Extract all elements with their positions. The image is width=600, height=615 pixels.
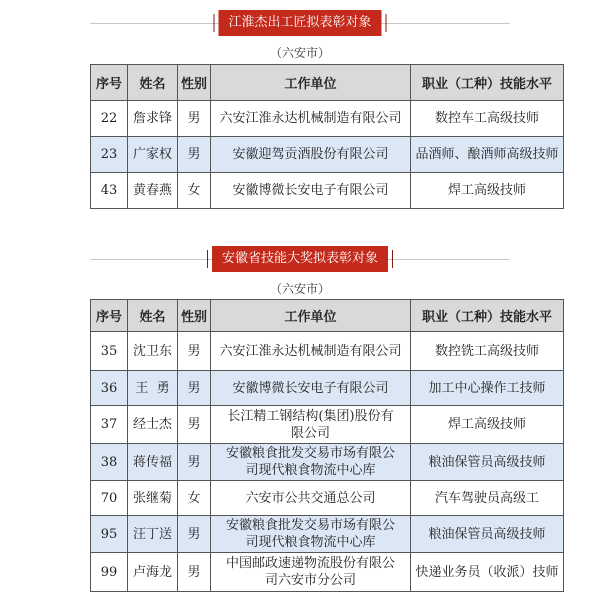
cell-level: 数控铣工高级技师 [411, 332, 564, 371]
header-level: 职业（工种）技能水平 [411, 300, 564, 332]
cell-sex: 男 [178, 371, 211, 406]
cell-unit: 六安江淮永达机械制造有限公司 [211, 101, 411, 137]
cell-sex: 男 [178, 553, 211, 592]
cell-no: 22 [91, 101, 128, 137]
section2-city: （六安市） [269, 282, 330, 296]
cell-sex: 女 [178, 173, 211, 209]
table-row [91, 481, 564, 516]
cell-sex: 女 [178, 481, 211, 516]
header-name: 姓名 [128, 300, 178, 332]
table-row [91, 516, 564, 553]
cell-sex: 男 [178, 406, 211, 444]
table-row [91, 173, 564, 209]
cell-sex: 男 [178, 516, 211, 553]
cell-name: 卢海龙 [128, 553, 178, 592]
cell-name: 詹求锋 [128, 101, 178, 137]
cell-no: 95 [91, 516, 128, 553]
cell-level: 快递业务员（收派）技师 [411, 553, 564, 592]
cell-no: 37 [91, 406, 128, 444]
cell-level: 粮油保管员高级技师 [411, 516, 564, 553]
cell-level: 加工中心操作工技师 [411, 371, 564, 406]
table-row [91, 101, 564, 137]
table-row [91, 406, 564, 444]
table-row [91, 137, 564, 173]
table-row [91, 332, 564, 371]
cell-no: 35 [91, 332, 128, 371]
cell-no: 70 [91, 481, 128, 516]
cell-no: 36 [91, 371, 128, 406]
cell-level: 焊工高级技师 [411, 406, 564, 444]
cell-level: 汽车驾驶员高级工 [411, 481, 564, 516]
cell-no: 38 [91, 444, 128, 481]
cell-no: 43 [91, 173, 128, 209]
table-header-row [91, 300, 564, 332]
cell-no: 23 [91, 137, 128, 173]
cell-unit: 六安市公共交通总公司 [211, 481, 411, 516]
header-sex: 性别 [178, 300, 211, 332]
cell-unit: 中国邮政速递物流股份有限公司六安市分公司 [211, 553, 411, 592]
table-header-row [91, 65, 564, 101]
cell-level: 粮油保管员高级技师 [411, 444, 564, 481]
section1-title: 江淮杰出工匠拟表彰对象 [218, 10, 381, 36]
header-no: 序号 [91, 65, 128, 101]
cell-name: 沈卫东 [128, 332, 178, 371]
table-row [91, 371, 564, 406]
table-row [91, 553, 564, 592]
cell-name: 黄春燕 [128, 173, 178, 209]
cell-unit: 长江精工钢结构(集团)股份有限公司 [211, 406, 411, 444]
table-row [91, 444, 564, 481]
cell-level: 品酒师、酿酒师高级技师 [411, 137, 564, 173]
cell-level: 焊工高级技师 [411, 173, 564, 209]
header-unit: 工作单位 [211, 65, 411, 101]
header-sex: 性别 [178, 65, 211, 101]
section2-title: 安徽省技能大奖拟表彰对象 [212, 246, 388, 272]
cell-name: 蒋传福 [128, 444, 178, 481]
cell-unit: 六安江淮永达机械制造有限公司 [211, 332, 411, 371]
section1-table [90, 64, 564, 209]
header-no: 序号 [91, 300, 128, 332]
cell-name: 张继菊 [128, 481, 178, 516]
cell-unit: 安徽粮食批发交易市场有限公司现代粮食物流中心库 [211, 444, 411, 481]
cell-unit: 安徽迎驾贡酒股份有限公司 [211, 137, 411, 173]
cell-level: 数控车工高级技师 [411, 101, 564, 137]
cell-sex: 男 [178, 332, 211, 371]
cell-sex: 男 [178, 444, 211, 481]
section1-banner [0, 8, 600, 38]
cell-sex: 男 [178, 101, 211, 137]
section2-banner [0, 244, 600, 274]
cell-name: 汪丁送 [128, 516, 178, 553]
section1-city: （六安市） [269, 46, 330, 60]
cell-unit: 安徽博微长安电子有限公司 [211, 371, 411, 406]
cell-name: 广家权 [128, 137, 178, 173]
section2-table [90, 299, 564, 592]
cell-name: 经士杰 [128, 406, 178, 444]
cell-no: 99 [91, 553, 128, 592]
cell-sex: 男 [178, 137, 211, 173]
cell-name: 王 勇 [128, 371, 178, 406]
header-unit: 工作单位 [211, 300, 411, 332]
header-level: 职业（工种）技能水平 [411, 65, 564, 101]
header-name: 姓名 [128, 65, 178, 101]
cell-unit: 安徽博微长安电子有限公司 [211, 173, 411, 209]
cell-unit: 安徽粮食批发交易市场有限公司现代粮食物流中心库 [211, 516, 411, 553]
